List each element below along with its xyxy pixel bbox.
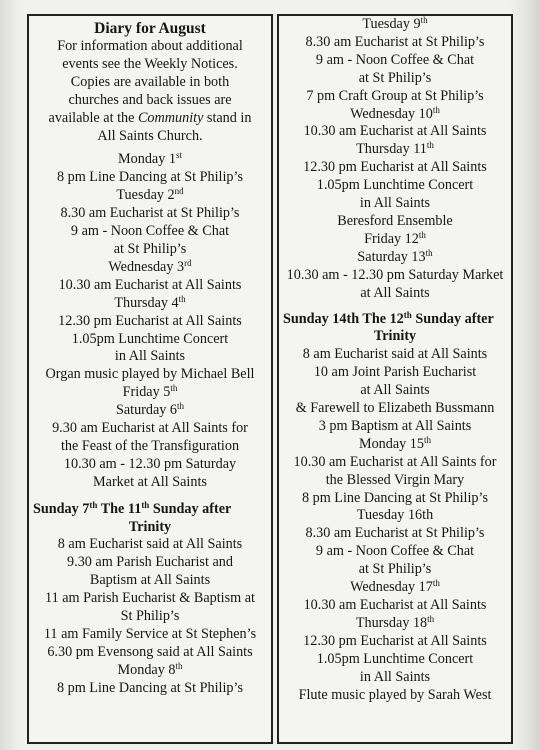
diary-column-left xyxy=(27,14,273,744)
event: 10.30 am - 12.30 pm Saturday xyxy=(63,455,237,472)
event: the Blessed Virgin Mary xyxy=(325,471,465,488)
diary-title: Diary for August xyxy=(94,20,206,37)
day-heading: Tuesday 9th xyxy=(362,15,428,32)
event: 10.30 am Eucharist at All Saints for xyxy=(293,453,497,470)
event: 1.05pm Lunchtime Concert xyxy=(71,330,229,347)
event: 12.30 pm Eucharist at All Saints xyxy=(303,632,487,649)
event: 1.05pm Lunchtime Concert xyxy=(316,650,474,667)
event: 9.30 am Eucharist at All Saints for xyxy=(52,420,248,437)
event: 11 am Family Service at St Stephen’s xyxy=(43,626,257,642)
event: Beresford Ensemble xyxy=(337,212,453,229)
community-magazine-name: Community xyxy=(137,109,204,126)
day-heading: Thursday 11th xyxy=(356,140,434,158)
day-heading: Wednesday 10th xyxy=(350,104,440,122)
day-heading: Tuesday 2nd xyxy=(116,186,184,204)
event: 12.30 pm Eucharist at All Saints xyxy=(303,159,487,176)
event: the Feast of the Transfiguration xyxy=(60,437,240,454)
day-heading: Thursday 18th xyxy=(355,613,435,631)
page-edge-shadow-left xyxy=(0,0,22,750)
event: 9 am - Noon Coffee & Chat xyxy=(70,223,230,240)
sunday-heading: Sunday 7th The 11th Sunday after xyxy=(33,499,232,517)
intro-text: stand in xyxy=(203,109,252,126)
day-heading: Wednesday 17th xyxy=(350,578,440,596)
day-heading: Thursday 4th xyxy=(114,293,186,311)
event: 10.30 am Eucharist at All Saints xyxy=(303,123,487,140)
intro-text: available at the xyxy=(48,109,138,126)
day-heading: Friday 5th xyxy=(122,383,178,401)
sunday-heading-cont: Trinity xyxy=(128,518,172,535)
event: 8 am Eucharist said at All Saints xyxy=(302,346,488,363)
event: 8.30 am Eucharist at St Philip’s xyxy=(305,525,485,542)
page-edge-shadow-right xyxy=(510,0,540,750)
event: 9.30 am Parish Eucharist and xyxy=(67,554,233,571)
day-heading: Tuesday 16th xyxy=(356,507,434,524)
event: Market at All Saints xyxy=(93,473,207,490)
event: 3 pm Baptism at All Saints xyxy=(318,417,472,434)
event: 6.30 pm Evensong said at All Saints xyxy=(47,643,253,660)
event: 10 am Joint Parish Eucharist xyxy=(313,364,477,381)
day-heading: Monday 15th xyxy=(358,434,432,452)
event: 9 am - Noon Coffee & Chat xyxy=(315,51,475,68)
event: 12.30 pm Eucharist at All Saints xyxy=(58,312,242,329)
event: at St Philip’s xyxy=(113,240,187,257)
day-heading: Monday 8th xyxy=(117,660,183,678)
sunday-heading-cont: Trinity xyxy=(373,328,417,345)
event: 10.30 am - 12.30 pm Saturday Market xyxy=(286,266,504,283)
intro-line: events see the Weekly Notices. xyxy=(62,55,238,72)
intro-line: churches and back issues are xyxy=(68,91,232,108)
event: at St Philip’s xyxy=(358,69,432,86)
event: in All Saints xyxy=(359,195,431,212)
event: 8 pm Line Dancing at St Philip’s xyxy=(56,169,243,186)
intro-line: All Saints Church. xyxy=(97,127,203,144)
sunday-heading: Sunday 14th The 12th Sunday after xyxy=(283,309,494,327)
event: at All Saints xyxy=(360,382,430,399)
day-heading: Saturday 13th xyxy=(357,247,433,265)
event: in All Saints xyxy=(359,668,431,685)
event: in All Saints xyxy=(114,348,186,365)
event: 8 am Eucharist said at All Saints xyxy=(57,536,243,553)
event: 10.30 am Eucharist at All Saints xyxy=(58,276,242,293)
event: at St Philip’s xyxy=(358,561,432,578)
event: Baptism at All Saints xyxy=(89,572,211,589)
event: St Philip’s xyxy=(120,608,180,625)
day-heading: Friday 12th xyxy=(364,229,426,247)
event: 1.05pm Lunchtime Concert xyxy=(316,177,474,194)
intro-line: For information about additional xyxy=(57,38,243,54)
event: at All Saints xyxy=(360,284,430,301)
event: 8.30 am Eucharist at St Philip’s xyxy=(60,205,240,222)
day-heading: Wednesday 3rd xyxy=(108,257,192,275)
event: 10.30 am Eucharist at All Saints xyxy=(303,597,487,613)
event: Organ music played by Michael Bell xyxy=(45,366,255,383)
diary-column-right xyxy=(277,14,513,744)
event: 8 pm Line Dancing at St Philip’s xyxy=(56,679,243,696)
event: & Farewell to Elizabeth Bussmann xyxy=(295,400,495,417)
day-heading: Saturday 6th xyxy=(115,401,185,419)
day-heading: Monday 1st xyxy=(118,150,182,168)
intro-line: Copies are available in both xyxy=(70,73,230,90)
event: Flute music played by Sarah West xyxy=(298,686,492,703)
event: 11 am Parish Eucharist & Baptism at xyxy=(45,590,255,607)
intro-line xyxy=(33,110,267,128)
event: 8 pm Line Dancing at St Philip’s xyxy=(301,489,488,506)
event: 9 am - Noon Coffee & Chat xyxy=(315,543,475,560)
event: 8.30 am Eucharist at St Philip’s xyxy=(305,33,485,50)
event: 7 pm Craft Group at St Philip’s xyxy=(306,87,484,104)
